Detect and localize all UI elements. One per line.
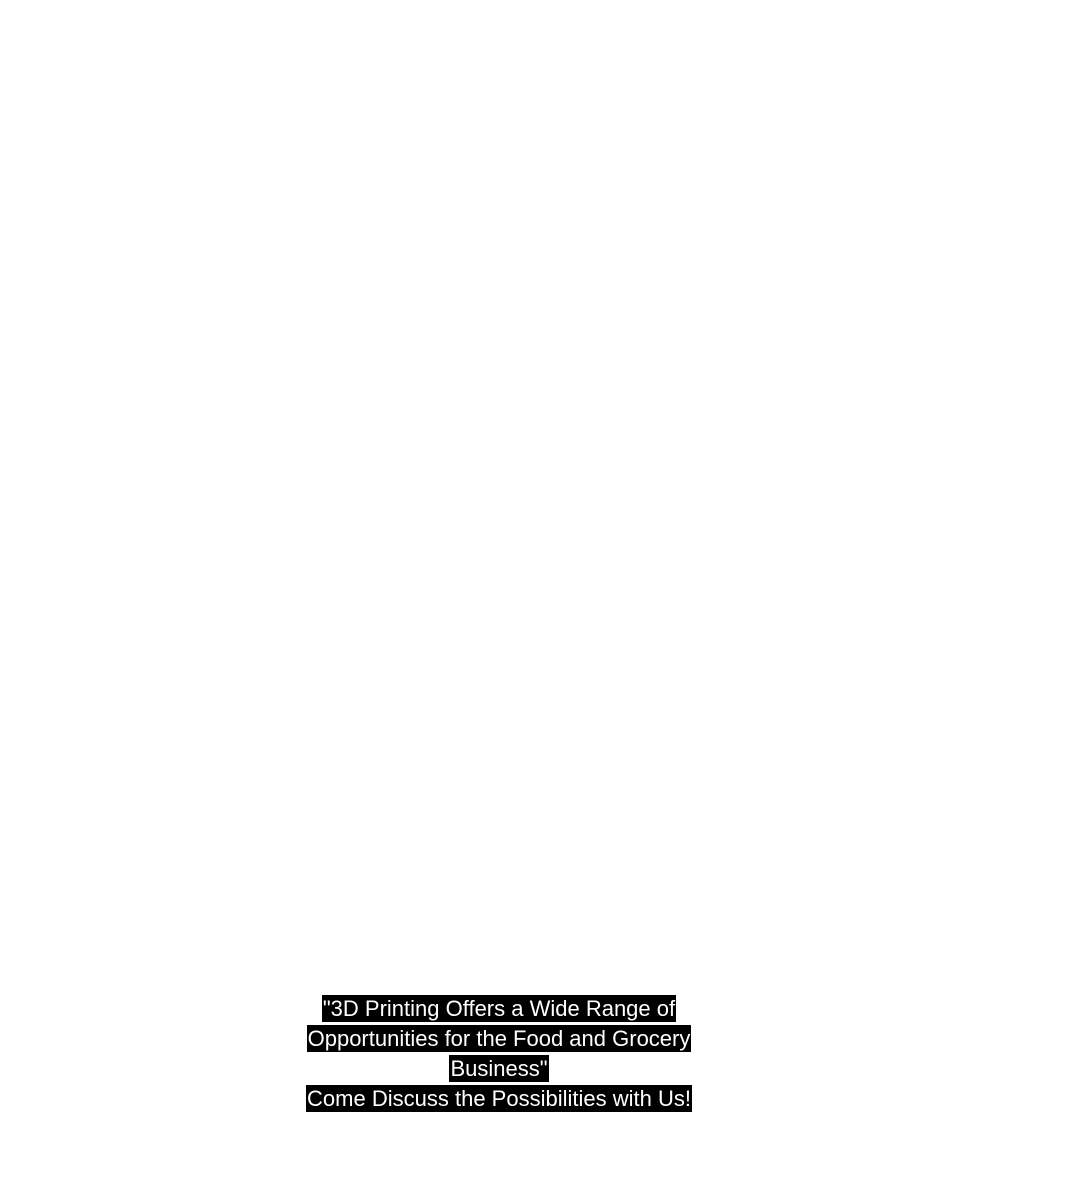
call-to-action: Come Discuss the Possibilities with Us! [307,1086,691,1111]
promo-caption [290,994,708,1114]
quote-line-2: Opportunities for the Food and Grocery [307,1026,691,1051]
quote-line-3: Business" [450,1056,548,1081]
quote-line-1: "3D Printing Offers a Wide Range of [322,996,676,1021]
